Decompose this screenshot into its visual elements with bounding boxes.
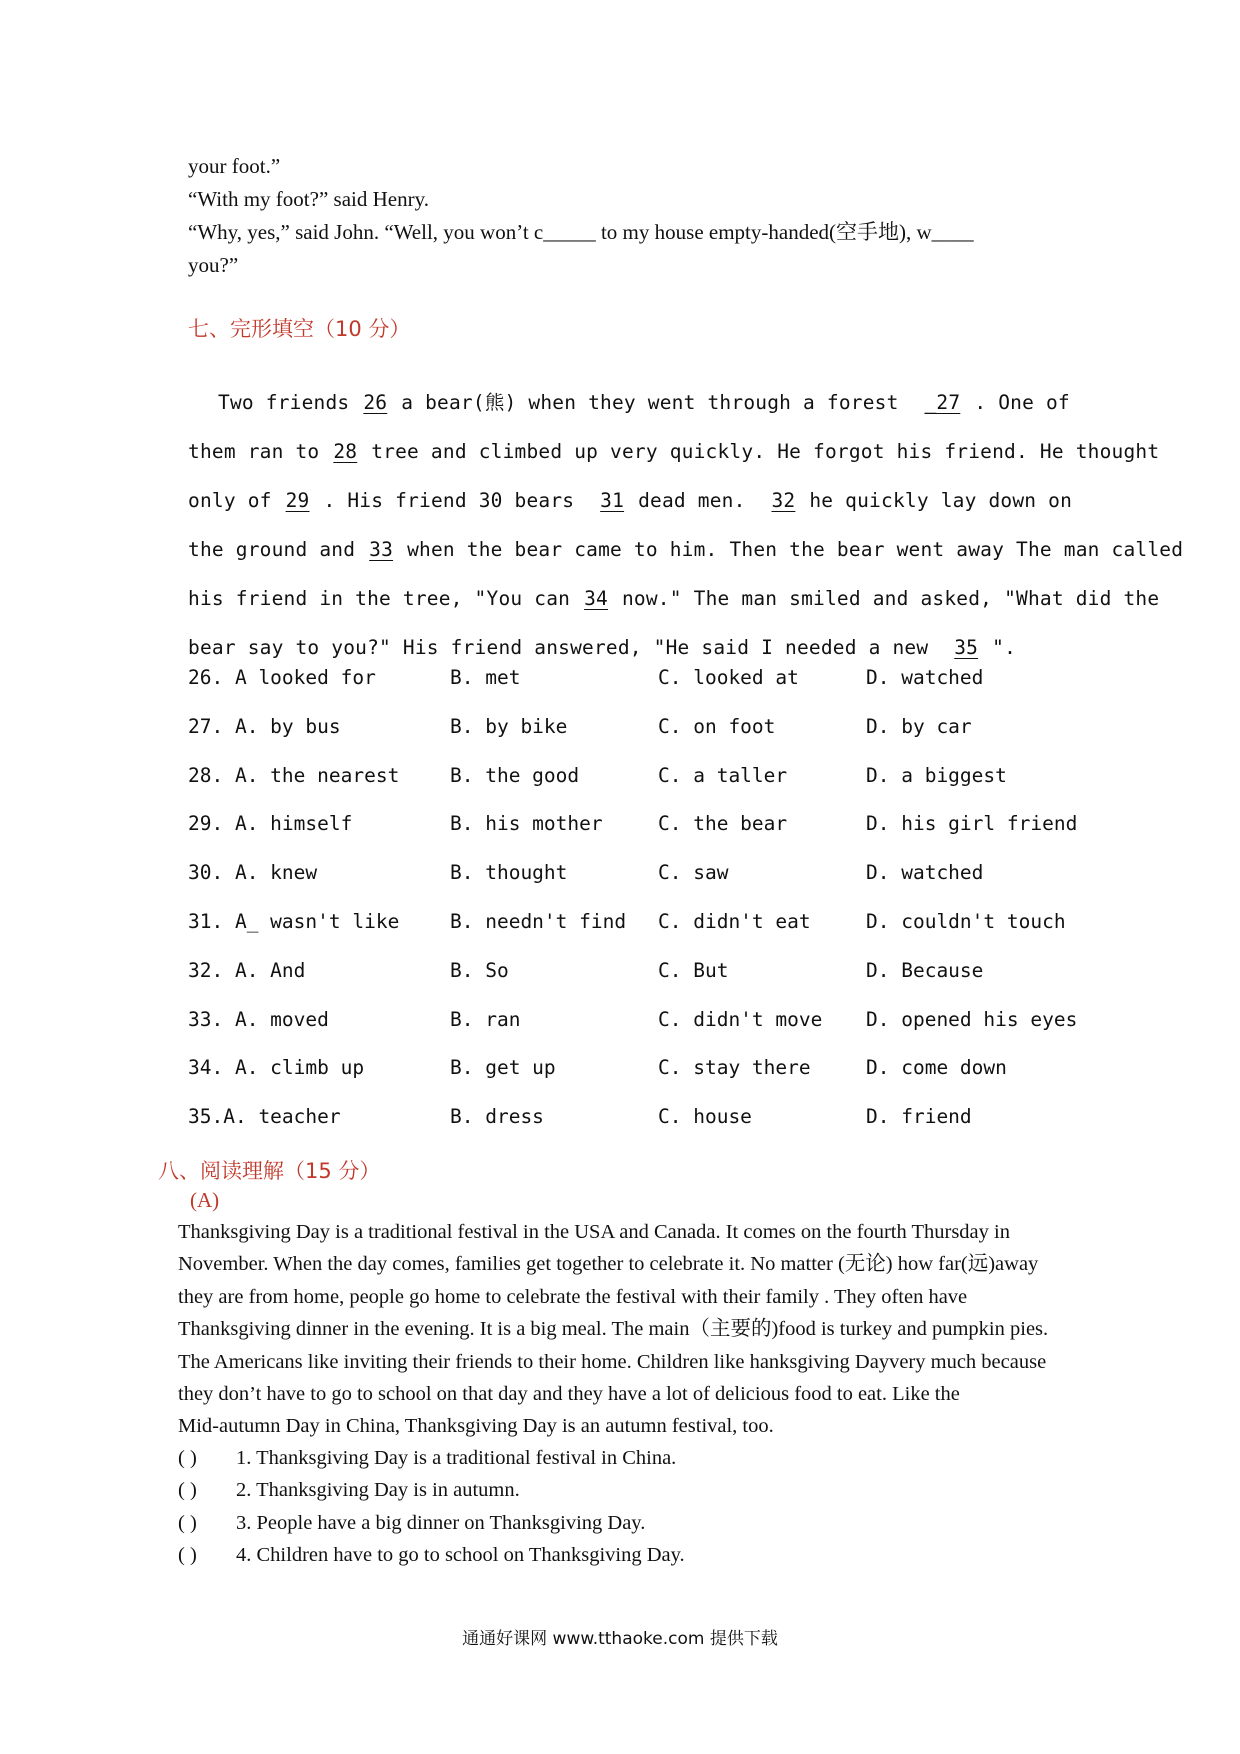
text-line: “Why, yes,” said John. “Well, you won’t c_____ to my house empty-handed(空手地), w____ — [188, 220, 974, 244]
question-4: ( ) 4. Children have to go to school on Thanksgiving Day. — [178, 1539, 685, 1571]
reading-passage — [178, 1216, 1118, 1443]
cloze-line: his friend in the tree, "You can 34 now." The man smiled and asked, "What did the — [188, 574, 1058, 623]
passage-line: The Americans like inviting their friends to their home. Children like hanksgiving Dayvery much because — [178, 1350, 1047, 1373]
text-line: you?” — [188, 253, 239, 277]
blank-33: 33 — [369, 538, 394, 561]
option-row-34: 34. A. climb up B. get up C. stay there D. come down — [188, 1056, 1007, 1080]
option-row-29: 29. A. himself B. his mother C. the bear D. his girl friend — [188, 812, 1078, 836]
blank-32: 32 — [771, 489, 796, 512]
blank-31: 31 — [600, 489, 625, 512]
cloze-line: bear say to you?" His friend answered, "He said I needed a new 35 ". — [188, 623, 1058, 672]
cloze-passage — [188, 378, 1184, 672]
cloze-options — [188, 666, 1078, 1154]
question-1: ( ) 1. Thanksgiving Day is a traditional festival in China. — [178, 1442, 685, 1474]
cloze-line: only of 29 . His friend 30 bears 31 dead men. 32 he quickly lay down on — [188, 476, 1058, 525]
answer-bracket[interactable]: ( ) — [178, 1511, 197, 1534]
passage-line: Mid-autumn Day in China, Thanksgiving Day is an autumn festival, too. — [178, 1415, 774, 1438]
option-row-32: 32. A. And B. So C. But D. Because — [188, 958, 984, 982]
blank-27: _27 — [924, 391, 961, 414]
text-line: your foot.” — [188, 154, 281, 178]
page-footer: 通通好课网 www.tthaoke.com 提供下载 — [462, 1629, 778, 1649]
blank-28: 28 — [333, 440, 358, 463]
passage-line: Thanksgiving dinner in the evening. It is a big meal. The main（主要的)food is turkey and pumpkin pies. — [178, 1318, 1049, 1341]
cloze-line: them ran to 28 tree and climbed up very quickly. He forgot his friend. He thought — [188, 427, 1058, 476]
cloze-line: the ground and 33 when the bear came to him. Then the bear went away The man called — [188, 525, 1058, 574]
question-2: ( ) 2. Thanksgiving Day is in autumn. — [178, 1474, 685, 1506]
passage-line: they don’t have to go to school on that day and they have a lot of delicious food to eat. Like the — [178, 1383, 960, 1406]
true-false-questions — [178, 1442, 685, 1572]
passage-line: November. When the day comes, families get together to celebrate it. No matter (无论) how far(远)away — [178, 1253, 1039, 1276]
answer-bracket[interactable]: ( ) — [178, 1544, 197, 1567]
answer-bracket[interactable]: ( ) — [178, 1479, 197, 1502]
option-row-35: 35.A. teacher B. dress C. house D. friend — [188, 1105, 972, 1129]
option-row-33: 33. A. moved B. ran C. didn't move D. opened his eyes — [188, 1007, 1078, 1031]
option-row-30: 30. A. knew B. thought C. saw D. watched — [188, 861, 984, 885]
passage-label: (A) — [190, 1188, 220, 1212]
blank-29: 29 — [285, 489, 310, 512]
section-title-cloze: 七、完形填空（10 分） — [188, 317, 411, 341]
section-title-reading: 八、阅读理解（15 分） — [158, 1159, 381, 1183]
cloze-line: Two friends 26 a bear(熊) when they went through a forest _27 . One of — [188, 378, 1058, 427]
answer-bracket[interactable]: ( ) — [178, 1447, 197, 1469]
blank-35: 35 — [954, 636, 979, 659]
passage-line: Thanksgiving Day is a traditional festival in the USA and Canada. It comes on the fourth Thursday in — [178, 1221, 1010, 1243]
text-line: “With my foot?” said Henry. — [188, 187, 429, 211]
passage-line: they are from home, people go home to celebrate the festival with their family . They often have — [178, 1285, 968, 1308]
option-row-26: 26. A looked for B. met C. looked at D. watched — [188, 666, 984, 689]
story-ending — [188, 150, 1088, 282]
question-3: ( ) 3. People have a big dinner on Thanksgiving Day. — [178, 1507, 685, 1539]
option-row-28: 28. A. the nearest B. the good C. a taller D. a biggest — [188, 763, 1007, 787]
blank-26: 26 — [363, 391, 388, 414]
blank-34: 34 — [584, 587, 608, 610]
option-row-27: 27. A. by bus B. by bike C. on foot D. by car — [188, 714, 972, 738]
option-row-31: 31. A_ wasn't like B. needn't find C. didn't eat D. couldn't touch — [188, 909, 1066, 933]
